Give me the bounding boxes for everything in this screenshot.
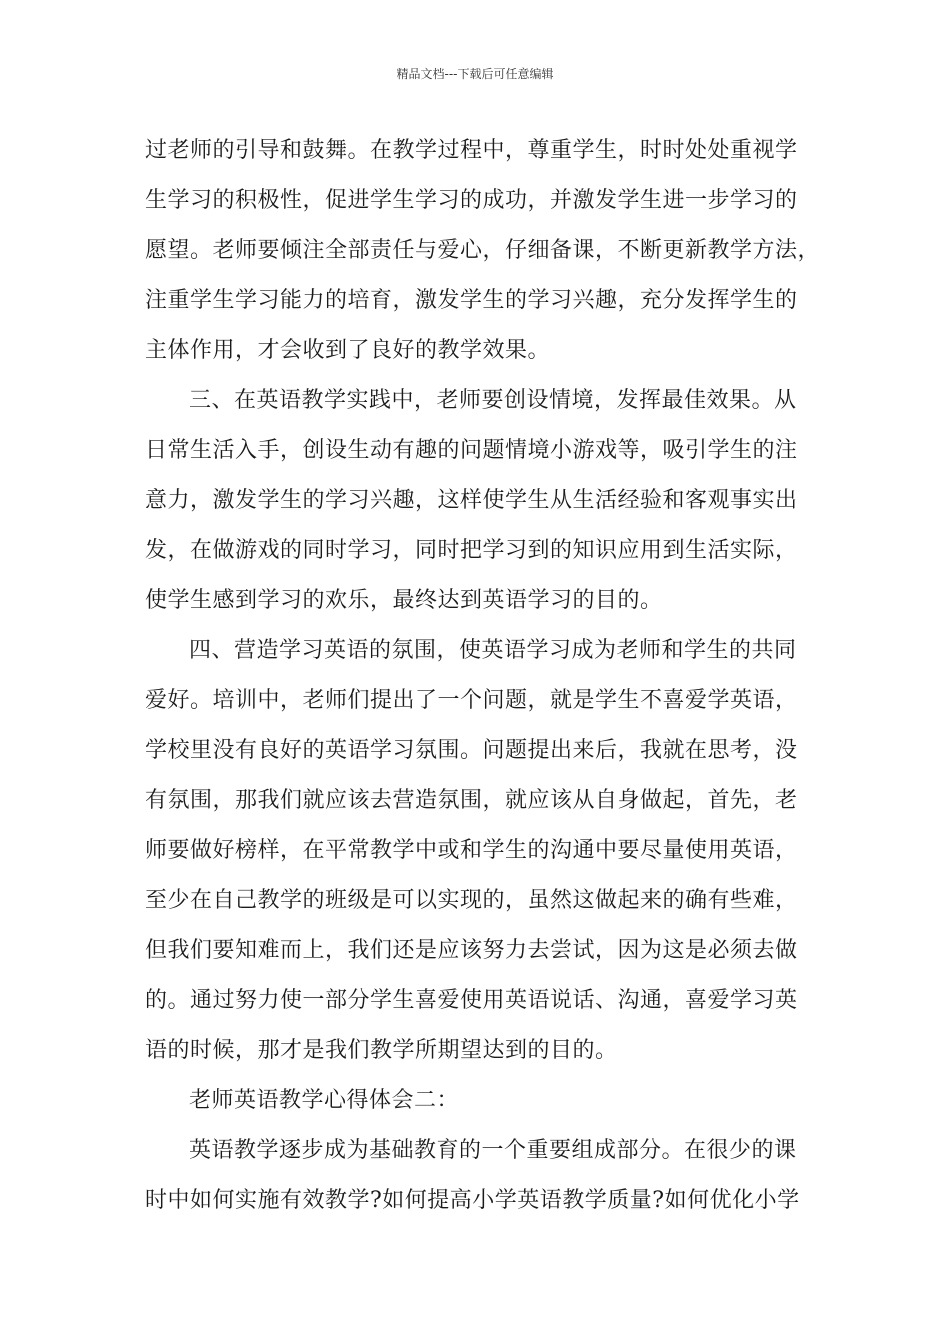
- text-line: 但我们要知难而上，我们还是应该努力去尝试，因为这是必须去做: [145, 938, 798, 963]
- text-line: 四、营造学习英语的氛围，使英语学习成为老师和学生的共同: [189, 638, 797, 663]
- text-line: 语的时候，那才是我们教学所期望达到的目的。: [145, 1038, 618, 1063]
- text-line: 使学生感到学习的欢乐，最终达到英语学习的目的。: [145, 588, 663, 613]
- text-line: 意力，激发学生的学习兴趣，这样使学生从生活经验和客观事实出: [145, 488, 798, 513]
- paragraph-continuation: [145, 126, 821, 376]
- paragraph-section-four: [145, 626, 809, 1076]
- text-line: 时中如何实施有效教学?如何提高小学英语教学质量?如何优化小学: [145, 1188, 800, 1213]
- text-line: 有氛围，那我们就应该去营造氛围，就应该从自身做起，首先，老: [145, 788, 798, 813]
- text-line: 日常生活入手，创设生动有趣的问题情境小游戏等，吸引学生的注: [145, 438, 798, 463]
- text-line: 老师英语教学心得体会二：: [189, 1088, 460, 1113]
- text-line: 愿望。老师要倾注全部责任与爱心，仔细备课，不断更新教学方法，: [145, 238, 821, 263]
- text-line: 发，在做游戏的同时学习，同时把学习到的知识应用到生活实际，: [145, 538, 798, 563]
- text-line: 至少在自己教学的班级是可以实现的，虽然这做起来的确有些难，: [145, 888, 798, 913]
- text-line: 三、在英语教学实践中，老师要创设情境，发挥最佳效果。从: [189, 388, 797, 413]
- text-line: 注重学生学习能力的培育，激发学生的学习兴趣，充分发挥学生的: [145, 288, 798, 313]
- text-line: 的。通过努力使一部分学生喜爱使用英语说话、沟通，喜爱学习英: [145, 988, 798, 1013]
- text-line: 过老师的引导和鼓舞。在教学过程中，尊重学生，时时处处重视学: [145, 138, 798, 163]
- text-line: 主体作用，才会收到了良好的教学效果。: [145, 338, 551, 363]
- text-line: 学校里没有良好的英语学习氛围。问题提出来后，我就在思考，没: [145, 738, 798, 763]
- text-line: 爱好。培训中，老师们提出了一个问题，就是学生不喜爱学英语，: [145, 688, 798, 713]
- document-body: [145, 126, 821, 1226]
- page-header: 精品文档---下载后可任意编辑: [396, 67, 554, 81]
- text-line: 生学习的积极性，促进学生学习的成功，并激发学生进一步学习的: [145, 188, 798, 213]
- text-line: 师要做好榜样，在平常教学中或和学生的沟通中要尽量使用英语，: [145, 838, 798, 863]
- text-line: 英语教学逐步成为基础教育的一个重要组成部分。在很少的课: [189, 1138, 797, 1163]
- section-heading: [145, 1076, 809, 1126]
- paragraph-section-three: [145, 376, 809, 626]
- paragraph-intro: [145, 1126, 809, 1226]
